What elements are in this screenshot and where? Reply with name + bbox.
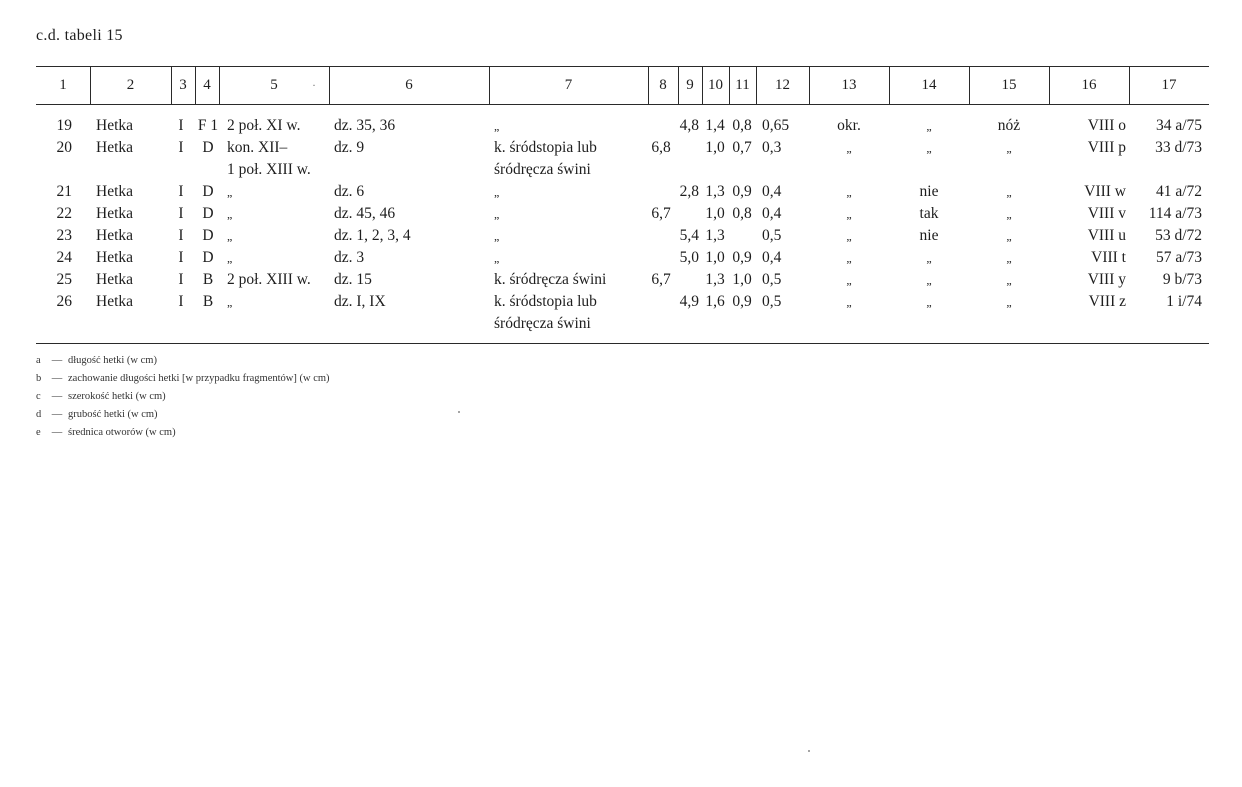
cell-c15: „ (1006, 185, 1012, 199)
legend-text: zachowanie długości hetki [w przypadku fragmentów] (w cm) (68, 373, 330, 384)
cell-c3: I (178, 293, 184, 310)
cell-c16: VIII y (1087, 271, 1126, 288)
cell-c10: 1,0 (705, 139, 725, 156)
column-header: 14 (921, 77, 937, 93)
cell-c8: 6,7 (651, 205, 671, 222)
legend-item (36, 388, 330, 406)
cell-c15: „ (1006, 295, 1012, 309)
column-header: 3 (179, 77, 187, 93)
cell-c13: „ (846, 295, 852, 309)
cell-c16: VIII u (1087, 227, 1126, 244)
legend (36, 352, 330, 442)
legend-text: grubość hetki (w cm) (68, 409, 158, 420)
cell-c7: k. śródstopia lub (494, 139, 597, 156)
cell-c14: nie (919, 183, 939, 200)
cell-c3: I (178, 139, 184, 156)
cell-c4: D (202, 183, 214, 200)
cell-c14: „ (926, 273, 932, 287)
cell-c2: Hetka (96, 205, 134, 222)
cell-c3: I (178, 227, 184, 244)
cell-c11: 1,0 (732, 271, 752, 288)
cell-c13: „ (846, 207, 852, 221)
cell-c2: Hetka (96, 271, 134, 288)
cell-c7: „ (494, 251, 500, 265)
cell-c16: VIII v (1087, 205, 1126, 222)
legend-text: szerokość hetki (w cm) (68, 391, 166, 402)
cell-c10: 1,6 (705, 293, 725, 310)
cell-c17: 114 a/73 (1148, 205, 1202, 222)
cell-c4: D (202, 139, 214, 156)
cell-c15: nóż (997, 117, 1021, 134)
cell-c11: 0,9 (732, 293, 752, 310)
cell-c10: 1,3 (705, 271, 725, 288)
cell-c17: 41 a/72 (1155, 183, 1202, 200)
cell-c16: VIII z (1088, 293, 1126, 310)
cell-c1: 26 (56, 293, 72, 310)
scan-speck (458, 411, 460, 413)
cell-c14: „ (926, 295, 932, 309)
legend-key: b (36, 373, 42, 384)
cell-c9: 4,8 (679, 117, 699, 134)
legend-dash: — (51, 409, 63, 420)
cell-c3: I (178, 249, 184, 266)
cell-c4: B (202, 293, 214, 310)
cell-c6: dz. 3 (334, 249, 365, 266)
column-header: 17 (1161, 77, 1177, 93)
cell-c17: 34 a/75 (1155, 117, 1202, 134)
cell-c12: 0,4 (762, 205, 782, 222)
table-header-rule (36, 104, 1209, 105)
legend-item (36, 424, 330, 442)
cell-c6: dz. 15 (334, 271, 372, 288)
cell-c10: 1,3 (705, 183, 725, 200)
cell-c9: 2,8 (679, 183, 699, 200)
cell-c1: 24 (56, 249, 72, 266)
cell-c12: 0,5 (762, 271, 782, 288)
cell-c16: VIII o (1087, 117, 1126, 134)
cell-c1: 21 (56, 183, 72, 200)
legend-dash: — (51, 355, 63, 366)
cell-c11: 0,9 (732, 249, 752, 266)
cell-c11: 0,7 (732, 139, 752, 156)
legend-key: e (36, 427, 41, 438)
cell-c9: 5,4 (679, 227, 699, 244)
cell-c13: „ (846, 229, 852, 243)
cell-c10: 1,3 (705, 227, 725, 244)
cell-c16: VIII w (1084, 183, 1126, 200)
cell-c1: 22 (56, 205, 72, 222)
legend-item (36, 352, 330, 370)
cell-c5: „ (227, 295, 233, 309)
scan-speck (808, 750, 810, 752)
cell-c7: k. śródręcza świni (494, 271, 607, 288)
column-header: 4 (203, 77, 211, 93)
legend-text: średnica otworów (w cm) (68, 427, 176, 438)
legend-dash: — (51, 373, 63, 384)
cell-c4: D (202, 249, 214, 266)
legend-dash: — (51, 427, 63, 438)
cell-c11: 0,8 (732, 117, 752, 134)
cell-c3: I (178, 183, 184, 200)
cell-c7b: śródręcza świni (494, 315, 591, 332)
cell-c15: „ (1006, 141, 1012, 155)
cell-c5b: 1 poł. XIII w. (227, 161, 311, 178)
column-header: 11 (735, 77, 750, 93)
cell-c6: dz. 45, 46 (334, 205, 396, 222)
cell-c2: Hetka (96, 117, 134, 134)
cell-c12: 0,5 (762, 293, 782, 310)
cell-c13: „ (846, 273, 852, 287)
cell-c5: 2 poł. XIII w. (227, 271, 311, 288)
column-header: 7 (564, 77, 573, 93)
column-header: 13 (841, 77, 857, 93)
cell-c2: Hetka (96, 249, 134, 266)
column-header: 8 (659, 77, 667, 93)
cell-c17: 9 b/73 (1162, 271, 1202, 288)
cell-c1: 19 (56, 117, 72, 134)
legend-dash: — (51, 391, 63, 402)
cell-c4: F 1 (197, 117, 219, 134)
cell-c6: dz. I, IX (334, 293, 386, 310)
cell-c5: kon. XII– (227, 139, 288, 156)
cell-c2: Hetka (96, 293, 134, 310)
cell-c7b: śródręcza świni (494, 161, 591, 178)
cell-c7: „ (494, 229, 500, 243)
table-caption: c.d. tabeli 15 (36, 27, 123, 44)
legend-key: a (36, 355, 41, 366)
cell-c11: 0,9 (732, 183, 752, 200)
cell-c13: „ (846, 185, 852, 199)
cell-c4: D (202, 227, 214, 244)
cell-c1: 23 (56, 227, 72, 244)
cell-c3: I (178, 117, 184, 134)
cell-c11: 0,8 (732, 205, 752, 222)
cell-c3: I (178, 205, 184, 222)
cell-c7: „ (494, 185, 500, 199)
cell-c10: 1,4 (705, 117, 725, 134)
column-header: 12 (775, 77, 790, 93)
cell-c14: tak (919, 205, 939, 222)
cell-c17: 57 a/73 (1155, 249, 1202, 266)
cell-c12: 0,65 (762, 117, 790, 134)
cell-c13: okr. (837, 117, 861, 134)
cell-c13: „ (846, 251, 852, 265)
cell-c10: 1,0 (705, 249, 725, 266)
cell-c6: dz. 1, 2, 3, 4 (334, 227, 411, 244)
column-header: 5 (270, 77, 278, 93)
cell-c8: 6,8 (651, 139, 671, 156)
table-bottom-rule (36, 343, 1209, 344)
cell-c15: „ (1006, 229, 1012, 243)
cell-c6: dz. 35, 36 (334, 117, 396, 134)
cell-c12: 0,3 (762, 139, 782, 156)
cell-c8: 6,7 (651, 271, 671, 288)
cell-c1: 20 (56, 139, 72, 156)
cell-c6: dz. 9 (334, 139, 365, 156)
cell-c6: dz. 6 (334, 183, 365, 200)
cell-c1: 25 (56, 271, 72, 288)
legend-item (36, 406, 330, 424)
cell-c17: 53 d/72 (1155, 227, 1202, 244)
cell-c7: „ (494, 119, 500, 133)
cell-c9: 4,9 (679, 293, 699, 310)
column-header: 6 (405, 77, 413, 93)
cell-c17: 1 i/74 (1166, 293, 1202, 310)
cell-c14: „ (926, 141, 932, 155)
cell-c4: B (202, 271, 214, 288)
cell-c2: Hetka (96, 183, 134, 200)
cell-c14: „ (926, 119, 932, 133)
cell-c9: 5,0 (679, 249, 699, 266)
cell-c14: nie (919, 227, 939, 244)
legend-key: d (36, 409, 42, 420)
cell-c2: Hetka (96, 227, 134, 244)
legend-text: długość hetki (w cm) (68, 355, 157, 366)
cell-c5: „ (227, 207, 233, 221)
column-header: 9 (686, 77, 694, 93)
cell-c16: VIII t (1091, 249, 1126, 266)
legend-key: c (36, 391, 41, 402)
cell-c16: VIII p (1087, 139, 1126, 156)
cell-c2: Hetka (96, 139, 134, 156)
cell-c7: „ (494, 207, 500, 221)
cell-c15: „ (1006, 273, 1012, 287)
cell-c14: „ (926, 251, 932, 265)
cell-c15: „ (1006, 207, 1012, 221)
cell-c12: 0,5 (762, 227, 782, 244)
cell-c3: I (178, 271, 184, 288)
column-header: 15 (1001, 77, 1017, 93)
header-mark: · (312, 78, 316, 92)
column-header: 2 (126, 77, 135, 93)
cell-c10: 1,0 (705, 205, 725, 222)
cell-c12: 0,4 (762, 183, 782, 200)
legend-item (36, 370, 330, 388)
cell-c5: „ (227, 229, 233, 243)
cell-c17: 33 d/73 (1155, 139, 1202, 156)
cell-c5: 2 poł. XI w. (227, 117, 301, 134)
column-header: 16 (1081, 77, 1097, 93)
cell-c5: „ (227, 251, 233, 265)
cell-c7: k. śródstopia lub (494, 293, 597, 310)
cell-c13: „ (846, 141, 852, 155)
cell-c15: „ (1006, 251, 1012, 265)
column-header: 1 (59, 77, 67, 93)
cell-c5: „ (227, 185, 233, 199)
cell-c4: D (202, 205, 214, 222)
cell-c12: 0,4 (762, 249, 782, 266)
column-header: 10 (708, 77, 723, 93)
